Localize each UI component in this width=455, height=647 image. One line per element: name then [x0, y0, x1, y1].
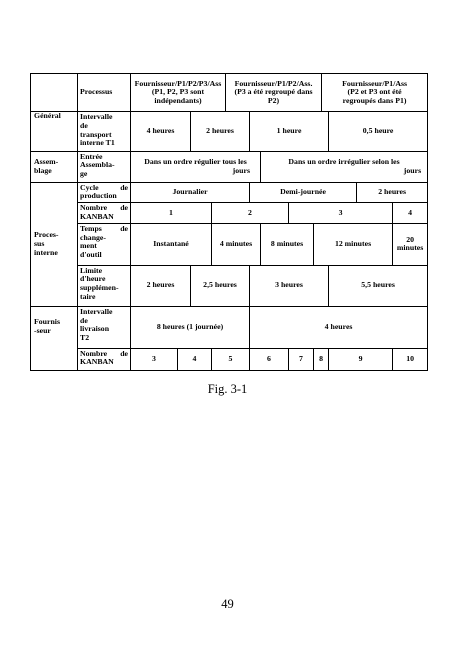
table-cell: 8 minutes	[261, 223, 314, 265]
label-kanban-interne: Nombre de KANBAN	[78, 203, 131, 224]
table-cell: 6	[250, 348, 289, 370]
section-assemblage: Assem- blage	[31, 151, 78, 182]
table-cell: 2	[212, 203, 289, 224]
table-cell: 12 minutes	[314, 223, 393, 265]
table-cell: 2 heures	[131, 265, 191, 307]
table-cell: 8 heures (1 journée)	[131, 307, 250, 349]
table-cell: 8	[314, 348, 329, 370]
table-cell: 2 heures	[191, 112, 250, 151]
table-header-row	[31, 74, 428, 112]
label-kanban-fournisseur: Nombre de KANBAN	[78, 348, 131, 370]
table-cell: 3	[131, 348, 178, 370]
label-intervalle-t1: Intervalle de transport interne T1	[78, 112, 131, 151]
table-cell: 7	[289, 348, 314, 370]
page-number: 49	[221, 597, 234, 611]
table-cell: 2 heures	[357, 182, 428, 203]
section-general: Général	[31, 112, 78, 151]
table-cell: 4 heures	[250, 307, 428, 349]
table-cell: Journalier	[131, 182, 250, 203]
table-cell: 20 minutes	[393, 223, 428, 265]
label-temps-changement: Temps de change- ment d'outil	[78, 223, 131, 265]
table-cell: 4	[178, 348, 212, 370]
row-cycle-production	[31, 182, 428, 203]
table-cell: 9	[329, 348, 393, 370]
header-col3: Fournisseur/P1/Ass (P2 et P3 ont été regroupés dans P1)	[322, 74, 428, 112]
row-intervalle-t2	[31, 307, 428, 349]
row-kanban-fournisseur	[31, 348, 428, 370]
figure-caption: Fig. 3-1	[207, 382, 248, 396]
table-cell: 4	[393, 203, 428, 224]
table-cell: 5,5 heures	[329, 265, 428, 307]
table-cell: 3 heures	[250, 265, 329, 307]
row-intervalle-t1	[31, 112, 428, 151]
label-cycle-production: Cycle de production	[78, 182, 131, 203]
row-limite-heure	[31, 265, 428, 307]
header-col1: Fournisseur/P1/P2/P3/Ass (P1, P2, P3 sont indépendants)	[131, 74, 226, 112]
table-cell: 1 heure	[250, 112, 329, 151]
table-cell: 2,5 heures	[191, 265, 250, 307]
table-cell: Demi-journée	[250, 182, 357, 203]
header-col2: Fournisseur/P1/P2/Ass. (P3 a été regroupé dans P2)	[226, 74, 322, 112]
table-cell: Dans un ordre régulier tous les jours	[131, 151, 261, 182]
row-temps-changement	[31, 223, 428, 265]
table-cell: Dans un ordre irrégulier selon les jours	[261, 151, 428, 182]
row-kanban-interne	[31, 203, 428, 224]
header-processus: Processus	[78, 74, 131, 112]
table-cell: 4 heures	[131, 112, 191, 151]
section-fournisseur: Fournis -seur	[31, 307, 78, 371]
label-intervalle-t2: Intervalle de livraison T2	[78, 307, 131, 349]
table-cell: 3	[289, 203, 393, 224]
table-cell: 10	[393, 348, 428, 370]
label-limite-heure: Limite d'heure supplémen- taire	[78, 265, 131, 307]
table-cell: 1	[131, 203, 212, 224]
section-processus-interne: Proces- sus interne	[31, 182, 78, 306]
table-cell: 4 minutes	[212, 223, 261, 265]
row-entree-assemblage	[31, 151, 428, 182]
table-cell: Instantané	[131, 223, 212, 265]
table-cell: 5	[212, 348, 250, 370]
header-corner-cell	[31, 74, 78, 112]
table-cell: 0,5 heure	[329, 112, 428, 151]
label-entree-assemblage: Entrée Assembla- ge	[78, 151, 131, 182]
kanban-parameters-table	[30, 73, 428, 371]
